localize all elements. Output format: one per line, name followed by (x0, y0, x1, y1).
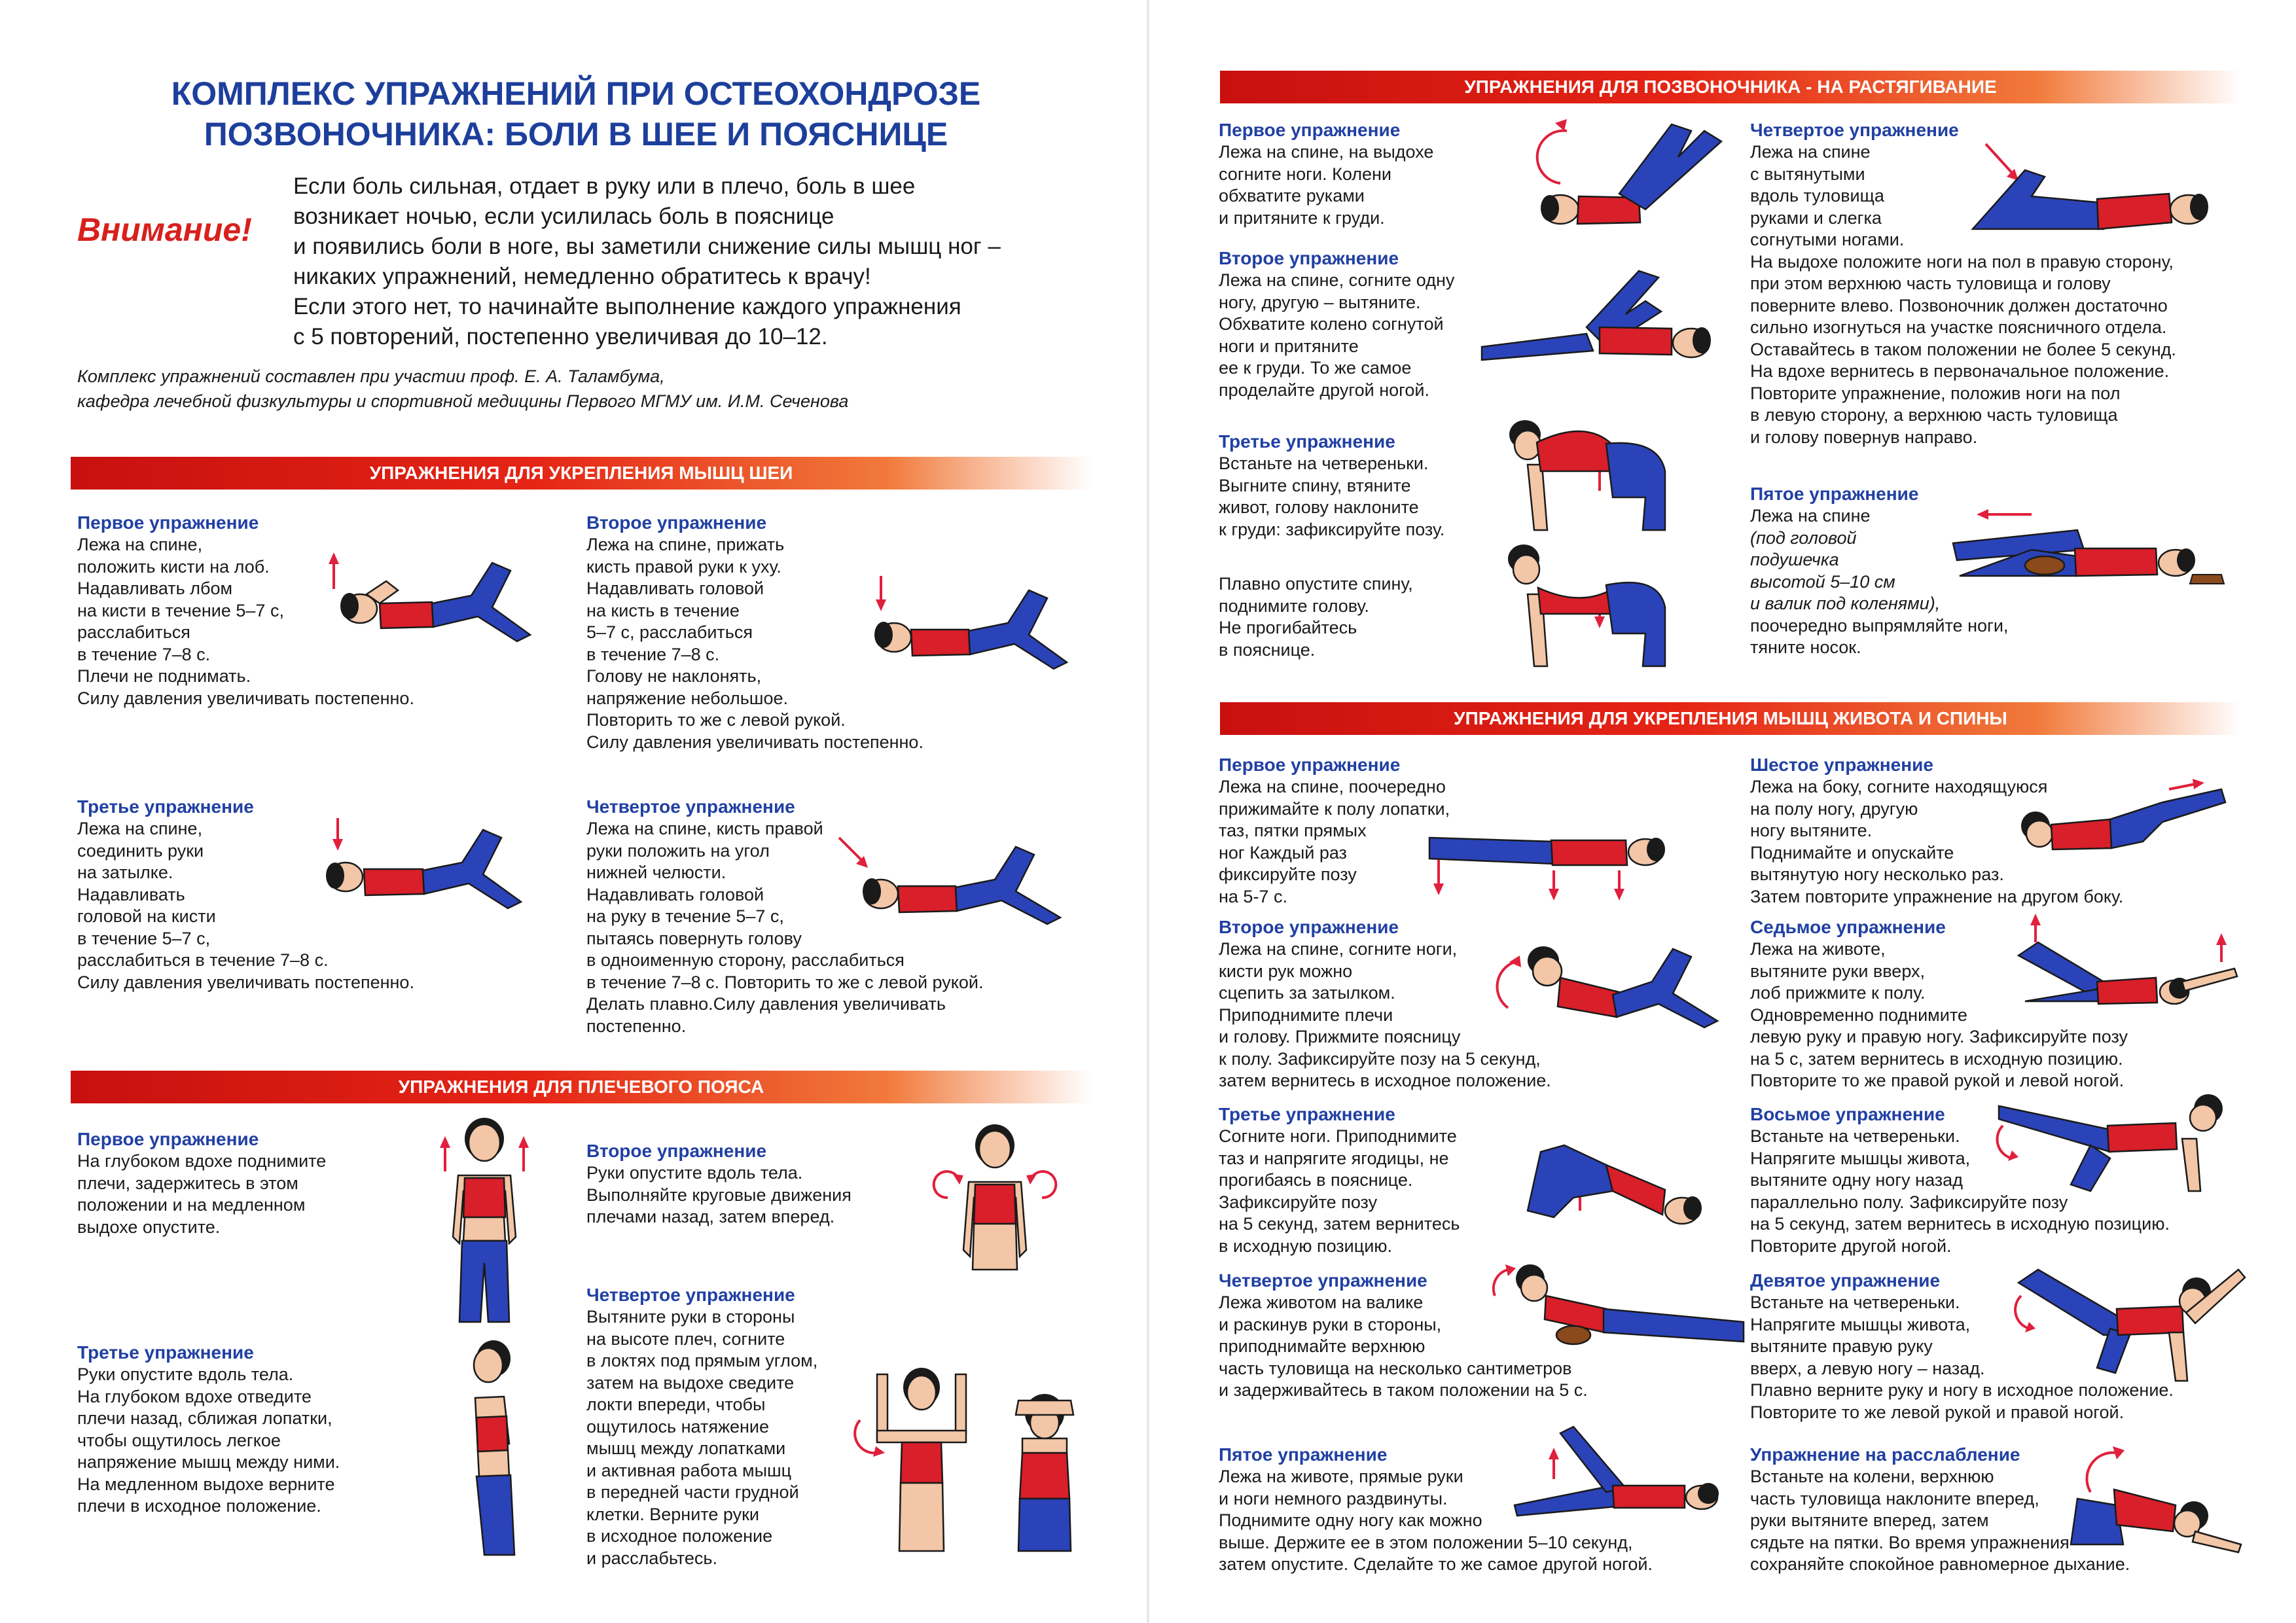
exercise-line: на кисть в течение (586, 600, 740, 620)
exercise-line: На выдохе положите ноги на пол в правую сторону, (1750, 251, 2174, 272)
exercise-line: вытяните правую руку (1750, 1336, 1933, 1356)
exercise-title: Пятое упражнение (1219, 1444, 1388, 1465)
title-line-2: ПОЗВОНОЧНИКА: БОЛИ В ШЕЕ И ПОЯСНИЦЕ (204, 116, 948, 152)
exercise-line: Надавливать лбом (77, 579, 233, 598)
exercise-line: в левую сторону, а верхнюю часть туловища (1750, 405, 2118, 425)
exercise-line: Повторите то же правой рукой и левой ногой. (1750, 1071, 2125, 1090)
warning-line: никаких упражнений, немедленно обратитесь к врачу! (293, 264, 871, 289)
exercise-line: Лежа животом на валике (1219, 1293, 1424, 1312)
glute-bridge-illustration (1515, 1126, 1737, 1230)
exercise-line: расслабиться (77, 622, 190, 642)
exercise-title: Первое упражнение (77, 512, 259, 533)
crunch-illustration (1488, 929, 1737, 1034)
exercise-line: нижней челюсти. (586, 863, 726, 882)
credit-line-1: Комплекс упражнений составлен при участии проф. Е. А. Таламбума, (77, 366, 665, 386)
exercise-line: Лежа на животе, (1750, 939, 1886, 959)
exercise-line: вытянутую ногу несколько раз. (1750, 865, 2004, 884)
lying-flat-illustration (1423, 818, 1724, 910)
exercise-line: сцепить за затылком. (1219, 983, 1395, 1003)
exercise-line: Затем повторите упражнение на другом боку. (1750, 886, 2124, 906)
exercise-line: Делать плавно.Силу давления увеличивать (586, 994, 946, 1014)
exercise-title: Второе упражнение (586, 512, 767, 533)
exercise-line: сильно изогнуться на участке поясничного отдела. (1750, 317, 2167, 337)
exercise-title: Второе упражнение (1219, 248, 1399, 268)
title-line-1: КОМПЛЕКС УПРАЖНЕНИЙ ПРИ ОСТЕОХОНДРОЗЕ (171, 75, 981, 112)
exercise-line: Повторите упражнение, положив ноги на пол (1750, 383, 2121, 403)
exercise-line: на 5-7 с. (1219, 886, 1287, 906)
exercise-line: проделайте другой ногой. (1219, 380, 1429, 400)
exercise-title: Третье упражнение (1219, 431, 1395, 452)
exercise-line: плечи назад, сближая лопатки, (77, 1408, 332, 1428)
exercise-line: ногу, другую – вытяните. (1219, 292, 1421, 312)
exercise-line: ощутилось натяжение (586, 1416, 770, 1436)
exercise-line: Надавливать головой (586, 579, 764, 598)
exercise-line: напряжение мышц между ними. (77, 1452, 340, 1472)
exercise-line: к полу. Зафиксируйте позу на 5 секунд, (1219, 1048, 1541, 1069)
exercise-line: Согните ноги. Приподнимите (1219, 1126, 1457, 1146)
exercise-line: в исходное положение (586, 1526, 773, 1546)
exercise-line: с вытянутыми (1750, 164, 1865, 184)
bird-dog-illustration (2012, 1257, 2248, 1387)
exercise-line: (под головой (1750, 527, 1857, 548)
exercise-line: фиксируйте позу (1219, 865, 1357, 884)
exercise-line: обхватите руками (1219, 186, 1365, 205)
warning-line: и появились боли в ноге, вы заметили снижение силы мышц ног – (293, 234, 1001, 259)
knee-roller (2025, 556, 2064, 575)
credit (77, 364, 848, 414)
exercise-line: затем на выдохе сведите (586, 1372, 795, 1393)
section-banner-shoulder: УПРАЖНЕНИЯ ДЛЯ ПЛЕЧЕВОГО ПОЯСА (71, 1071, 1092, 1103)
exercise-line: Повторите то же левой рукой и правой ногой. (1750, 1402, 2125, 1422)
exercise-line: руки вытяните вперед, затем (1750, 1510, 1989, 1530)
exercise-line: в исходную позицию. (1219, 1236, 1393, 1256)
exercise-line: вдоль туловища (1750, 186, 1884, 205)
exercise-title: Упражнение на расслабление (1750, 1444, 2020, 1465)
shoulder-exercise-1 (77, 1128, 326, 1238)
exercise-line: вытяните руки вверх, (1750, 961, 1926, 981)
side-standing-figure-illustration (439, 1339, 537, 1555)
warning-line: с 5 повторений, постепенно увеличивая до 10–12. (293, 324, 828, 349)
exercise-line: чтобы ощутилось легкое (77, 1430, 281, 1450)
exercise-line: Поднимайте и опускайте (1750, 842, 1954, 863)
exercise-line: локти впереди, чтобы (586, 1395, 766, 1414)
exercise-line: поочередно выпрямляйте ноги, (1750, 615, 2009, 635)
exercise-line: Лежа на спине, прижать (586, 535, 785, 554)
exercise-title: Седьмое упражнение (1750, 917, 1946, 937)
exercise-line: и активная работа мышц (586, 1460, 792, 1480)
prone-back-extension-illustration (1488, 1257, 1750, 1355)
abs-exercise-3 (1219, 1103, 1460, 1257)
exercise-line: ее к груди. То же самое (1219, 358, 1412, 378)
exercise-title: Четвертое упражнение (586, 796, 795, 817)
leg-extension-illustration (1946, 497, 2234, 596)
exercise-line: напряжение небольшое. (586, 688, 788, 708)
section-banner-abs: УПРАЖНЕНИЯ ДЛЯ УКРЕПЛЕНИЯ МЫШЦ ЖИВОТА И СПИНЫ (1220, 702, 2241, 735)
exercise-line: Повторить то же с левой рукой. (586, 710, 846, 730)
exercise-line: Не прогибайтесь (1219, 618, 1357, 637)
exercise-line: выдохе опустите. (77, 1217, 221, 1237)
exercise-line: на полу ногу, другую (1750, 798, 1918, 819)
exercise-line: расслабиться в течение 7–8 с. (77, 950, 329, 970)
exercise-line: ног Каждый раз (1219, 842, 1347, 863)
exercise-line: Лежа на спине, кисть правой (586, 819, 823, 838)
exercise-line: ногу вытяните. (1750, 821, 1873, 840)
exercise-title: Второе упражнение (1219, 917, 1399, 937)
exercise-line: и задерживайтесь в таком положении на 5 с. (1219, 1380, 1588, 1400)
exercise-line: На вдохе вернитесь в первоначальное положение. (1750, 361, 2170, 381)
exercise-line: на кисти в течение 5–7 с, (77, 600, 284, 620)
exercise-line: подушечка (1750, 550, 1839, 569)
exercise-line: Встаньте на четвереньки. (1219, 454, 1429, 473)
exercise-line: руками и слегка (1750, 207, 1882, 228)
exercise-line: Выполняйте круговые движения (586, 1185, 852, 1205)
exercise-line: Лежа на спине, (77, 819, 203, 838)
superman-illustration (2012, 916, 2248, 1027)
exercise-line: На медленном выдохе верните (77, 1474, 335, 1494)
bird-leg-extension-illustration (1992, 1086, 2241, 1198)
abs-exercise-1 (1219, 754, 1450, 908)
exercise-line: Вытяните руки в стороны (586, 1307, 795, 1327)
exercise-line: прижимайте к полу лопатки, (1219, 798, 1450, 819)
exercise-line: Зафиксируйте позу (1219, 1192, 1378, 1212)
exercise-line: левую руку и правую ногу. Зафиксируйте позу (1750, 1027, 2128, 1046)
exercise-line: плечи, задержитесь в этом (77, 1173, 298, 1193)
exercise-title: Первое упражнение (1219, 755, 1401, 775)
exercise-line: положить кисти на лоб. (77, 556, 270, 577)
exercise-line: и голову повернув направо. (1750, 427, 1978, 447)
exercise-line: мышц между лопатками (586, 1438, 786, 1458)
exercise-title: Пятое упражнение (1750, 484, 1919, 504)
exercise-line: на 5 секунд, затем вернитесь в исходную позицию. (1750, 1214, 2170, 1234)
exercise-line: и ноги немного раздвинуты. (1219, 1488, 1448, 1508)
exercise-line: 5–7 с, расслабиться (586, 622, 753, 642)
exercise-line: тяните носок. (1750, 637, 1861, 657)
exercise-line: и голову. Прижмите поясницу (1219, 1027, 1461, 1046)
shoulder-exercise-2 (586, 1140, 852, 1228)
exercise-line: в течение 7–8 с. (586, 644, 720, 664)
spine-exercise-1 (1219, 119, 1433, 229)
exercise-line: часть туловища наклоните вперед, (1750, 1488, 2039, 1508)
exercise-line: руки положить на угол (586, 840, 770, 861)
spine-exercise-3b (1219, 573, 1413, 661)
exercise-title: Восьмое упражнение (1750, 1104, 1945, 1124)
exercise-title: Третье упражнение (77, 796, 254, 817)
exercise-line: Лежа на спине, поочередно (1219, 777, 1446, 796)
exercise-line: ноги и притяните (1219, 336, 1359, 356)
child-pose-illustration (2064, 1427, 2248, 1558)
cat-pose-illustration (1501, 419, 1698, 537)
shoulder-exercise-3 (77, 1342, 340, 1518)
shoulder-exercise-4 (586, 1284, 817, 1569)
spinal-twist-illustration (1960, 131, 2221, 242)
exercise-line: живот, голову наклоните (1219, 497, 1419, 517)
lying-figure-illustration (312, 812, 534, 916)
exercise-line: и расслабьтесь. (586, 1548, 717, 1568)
exercise-line: поднимите голову. (1219, 596, 1369, 616)
exercise-line: на 5 секунд, затем вернитесь (1219, 1214, 1460, 1234)
exercise-line: плечами назад, затем вперед. (586, 1207, 835, 1226)
exercise-line: Руки опустите вдоль тела. (586, 1163, 803, 1183)
exercise-line: выше. Держите ее в этом положении 5–10 секунд, (1219, 1532, 1633, 1552)
standing-figure-illustration (936, 1119, 1054, 1289)
exercise-line: приподнимайте верхнюю (1219, 1336, 1426, 1356)
exercise-line: согните ноги. Колени (1219, 164, 1392, 184)
exercise-line: постепенно. (586, 1016, 687, 1036)
exercise-line: На глубоком вдохе отведите (77, 1386, 312, 1406)
exercise-line: пытаясь повернуть голову (586, 928, 802, 948)
exercise-line: Силу давления увеличивать постепенно. (586, 732, 924, 752)
exercise-line: положении и на медленном (77, 1195, 306, 1215)
exercise-line: Голову не наклонять, (586, 666, 762, 686)
exercise-title: Шестое упражнение (1750, 755, 1933, 775)
exercise-title: Четвертое упражнение (1219, 1270, 1427, 1291)
exercise-line: затем вернитесь в исходное положение. (1219, 1071, 1551, 1090)
exercise-line: при этом верхнюю часть туловища и голову (1750, 274, 2111, 293)
exercise-line: Плечи не поднимать. (77, 666, 251, 686)
chest-roller (1556, 1326, 1590, 1344)
exercise-line: в течение 7–8 с. (77, 644, 211, 664)
knees-to-chest-illustration (1515, 111, 1737, 242)
exercise-line: Приподнимите плечи (1219, 1005, 1393, 1025)
single-knee-to-chest-illustration (1475, 255, 1744, 366)
exercise-line: вверх, а левую ногу – назад. (1750, 1358, 1985, 1378)
warning-line: Если боль сильная, отдает в руку или в плечо, боль в шее (293, 173, 916, 199)
warning-text (293, 171, 1092, 352)
exercise-line: лоб прижмите к полу. (1750, 983, 1926, 1003)
exercise-line: Поднимите одну ногу как можно (1219, 1510, 1482, 1530)
exercise-line: и раскинув руки в стороны, (1219, 1314, 1442, 1334)
exercise-title: Второе упражнение (586, 1141, 767, 1161)
exercise-line: на высоте плеч, согните (586, 1329, 785, 1349)
exercise-line: параллельно полу. Зафиксируйте позу (1750, 1192, 2068, 1212)
section-banner-neck: УПРАЖНЕНИЯ ДЛЯ УКРЕПЛЕНИЯ МЫШЦ ШЕИ (71, 457, 1092, 490)
spine-exercise-3 (1219, 431, 1444, 541)
exercise-line: в передней части грудной (586, 1482, 799, 1502)
warning-label: Внимание! (77, 211, 252, 248)
exercise-line: Лежа на животе, прямые руки (1219, 1467, 1463, 1486)
exercise-line: Лежа на спине, согните одну (1219, 270, 1455, 290)
exercise-line: Напрягите мышцы живота, (1750, 1148, 1971, 1168)
exercise-title: Четвертое упражнение (1750, 120, 1959, 140)
exercise-line: Оставайтесь в таком положении не более 5 секунд. (1750, 339, 2176, 359)
credit-line-2: кафедра лечебной физкультуры и спортивной медицины Первого МГМУ им. И.М. Сеченова (77, 391, 849, 411)
exercise-line: часть туловища на несколько сантиметров (1219, 1358, 1572, 1378)
exercise-line: Встаньте на четвереньки. (1750, 1293, 1960, 1312)
exercise-line: вытяните одну ногу назад (1750, 1170, 1963, 1190)
exercise-line: на руку в течение 5–7 с, (586, 906, 784, 926)
exercise-line: Обхватите колено согнутой (1219, 314, 1444, 334)
exercise-line: кисти рук можно (1219, 961, 1353, 981)
exercise-line: на 5 с, затем вернитесь в исходную позицию. (1750, 1048, 2123, 1069)
exercise-line: и притяните к груди. (1219, 207, 1385, 228)
exercise-line: сядьте на пятки. Во время упражнения (1750, 1532, 2070, 1552)
page-title (85, 73, 1067, 154)
exercise-line: Выгните спину, втяните (1219, 475, 1411, 495)
warning-line: возникает ночью, если усилилась боль в пояснице (293, 204, 834, 229)
spine-exercise-2 (1219, 247, 1454, 401)
exercise-line: плечи в исходное положение. (77, 1496, 321, 1516)
exercise-title: Первое упражнение (1219, 120, 1401, 140)
exercise-line: Плавно опустите спину, (1219, 574, 1413, 594)
exercise-line: Встаньте на колени, верхнюю (1750, 1467, 1994, 1486)
exercise-line: кисть правой руки к уху. (586, 556, 781, 577)
exercise-line: прогибаясь в пояснице. (1219, 1170, 1413, 1190)
exercise-line: На глубоком вдохе поднимите (77, 1151, 327, 1171)
exercise-title: Третье упражнение (77, 1342, 254, 1363)
exercise-line: на затылке. (77, 863, 173, 882)
exercise-line: Лежа на боку, согните находящуюся (1750, 777, 2048, 796)
exercise-line: в течение 7–8 с. Повторить то же с левой рукой. (586, 972, 984, 992)
exercise-line: клетки. Верните руки (586, 1504, 759, 1524)
standing-figure-illustration (432, 1113, 537, 1329)
exercise-line: согнутыми ногами. (1750, 230, 1905, 249)
lying-figure-illustration (851, 569, 1073, 674)
exercise-line: и валик под коленями), (1750, 594, 1941, 613)
exercise-line: Лежа на спине, согните ноги, (1219, 939, 1458, 959)
exercise-line: Лежа на спине, (77, 535, 203, 554)
exercise-line: в течение 5–7 с, (77, 928, 211, 948)
exercise-line: таз, пятки прямых (1219, 821, 1367, 840)
exercise-line: Надавливать (77, 884, 185, 904)
exercise-line: Одновременно поднимите (1750, 1005, 1967, 1025)
exercise-line: Лежа на спине (1750, 506, 1871, 526)
exercise-line: Лежа на спине (1750, 142, 1871, 162)
exercise-line: Встаньте на четвереньки. (1750, 1126, 1960, 1146)
side-leg-raise-illustration (2012, 776, 2234, 861)
arms-raised-figures-illustration (851, 1355, 1100, 1558)
exercise-line: таз и напрягите ягодицы, не (1219, 1148, 1449, 1168)
exercise-line: в локтях под прямым углом, (586, 1351, 818, 1370)
right-page (1148, 0, 2296, 1623)
exercise-line: Надавливать головой (586, 884, 764, 904)
exercise-line: Плавно верните руку и ногу в исходное положение. (1750, 1380, 2174, 1400)
lying-figure-illustration (831, 831, 1067, 929)
exercise-line: затем опустите. Сделайте то же самое другой ногой. (1219, 1554, 1653, 1574)
exercise-title: Девятое упражнение (1750, 1270, 1941, 1291)
exercise-line: поверните влево. Позвоночник должен достаточно (1750, 295, 2168, 315)
exercise-line: Силу давления увеличивать постепенно. (77, 972, 414, 992)
lying-figure-illustration (321, 543, 537, 648)
exercise-line: сохраняйте спокойное равномерное дыхание. (1750, 1554, 2130, 1574)
cow-pose-illustration (1501, 542, 1698, 673)
exercise-line: Руки опустите вдоль тела. (77, 1364, 294, 1384)
section-banner-spine: УПРАЖНЕНИЯ ДЛЯ ПОЗВОНОЧНИКА - НА РАСТЯГИВАНИЕ (1220, 71, 2241, 103)
exercise-line: в пояснице. (1219, 639, 1316, 660)
exercise-title: Третье упражнение (1219, 1104, 1395, 1124)
warning-line: Если этого нет, то начинайте выполнение каждого упражнения (293, 294, 961, 319)
exercise-line: Лежа на спине, на выдохе (1219, 142, 1434, 162)
exercise-title: Четвертое упражнение (586, 1285, 795, 1305)
exercise-line: к груди: зафиксируйте позу. (1219, 519, 1445, 539)
exercise-line: Напрягите мышцы живота, (1750, 1314, 1971, 1334)
prone-leg-raise-illustration (1501, 1420, 1750, 1518)
exercise-line: в одноименную сторону, расслабиться (586, 950, 905, 970)
exercise-line: Силу давления увеличивать постепенно. (77, 688, 414, 708)
exercise-line: соединить руки (77, 840, 204, 861)
exercise-line: головой на кисти (77, 906, 216, 926)
exercise-line: Повторите другой ногой. (1750, 1236, 1952, 1256)
exercise-title: Первое упражнение (77, 1129, 259, 1149)
exercise-line: высотой 5–10 см (1750, 571, 1895, 592)
